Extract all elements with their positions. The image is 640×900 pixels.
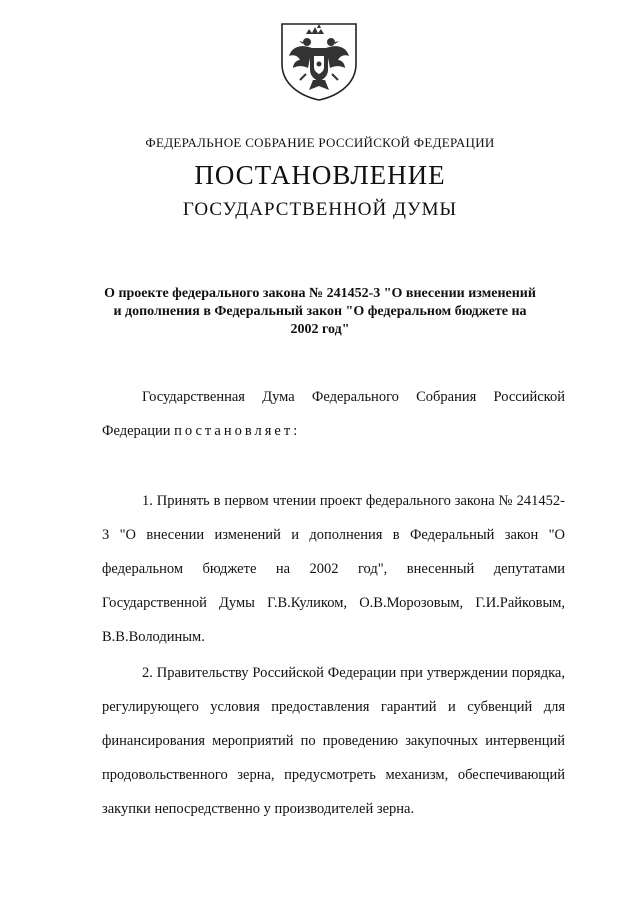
intro-text: Государственная Дума Федерального Собрания Российской Федерации xyxy=(102,389,565,439)
document-title: ПОСТАНОВЛЕНИЕ xyxy=(194,160,446,190)
russian-coat-of-arms-icon xyxy=(276,20,362,102)
intro-verb: постановляет: xyxy=(174,423,301,439)
organization-line: ФЕДЕРАЛЬНОЕ СОБРАНИЕ РОССИЙСКОЙ ФЕДЕРАЦИИ xyxy=(145,135,495,150)
item-2: 2. Правительству Российской Федерации при утверждении порядка, регулирующего условия предоставления гарантий и субвенций для финансирования мероприятий по проведению закупочных интервенций продовольственного зерна, предусмотреть механизм, обеспечивающий закупки непосредственно у производителей зерна. xyxy=(102,665,565,817)
item-1: 1. Принять в первом чтении проект федерального закона № 241452-3 "О внесении изменений и дополнения в Федеральный закон "О федеральном бюджете на 2002 год", внесенный депутатами Государственной Думы Г.В.Куликом, О.В.Морозовым, Г.И.Райковым, В.В.Володиным. xyxy=(102,493,565,645)
intro-paragraph xyxy=(102,380,565,448)
document-heading: О проекте федерального закона № 241452-3 "О внесении изменений и дополнения в Федеральный закон "О федеральном бюджете на 2002 год" xyxy=(104,286,536,337)
document-issuer: ГОСУДАРСТВЕННОЙ ДУМЫ xyxy=(182,199,458,220)
